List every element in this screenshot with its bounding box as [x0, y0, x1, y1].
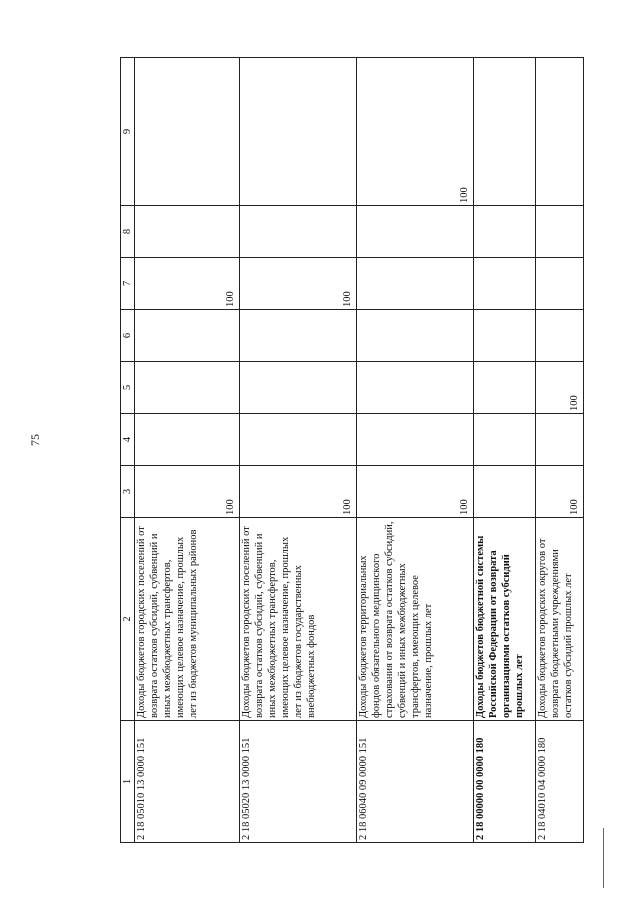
- value-cell-col9: [536, 58, 584, 206]
- budget-code-cell: 2 18 00000 00 0000 180: [474, 721, 536, 843]
- page-number: 75: [28, 434, 42, 446]
- value-cell-col5: [474, 362, 536, 414]
- value-cell-col7: 100: [240, 258, 357, 310]
- value-cell-col6: [240, 310, 357, 362]
- value-cell-col9: 100: [357, 58, 474, 206]
- value-cell-col3: [474, 466, 536, 518]
- value-cell-col5: 100: [536, 362, 584, 414]
- value-cell-col5: [357, 362, 474, 414]
- value-cell-col3: 100: [240, 466, 357, 518]
- description-cell: Доходы бюджетов городских поселений от возврата остатков субсидий, субвенций и иных межбюджетных трансфертов, имеющих целевое назначение, прошлых лет из бюджетов муниципальных районов: [135, 518, 240, 721]
- description-cell: Доходы бюджетов территориальных фондов обязательного медицинского страхования от возврата остатков субсидий, субвенций и иных межбюджетных трансфертов, имеющих целевое назначение, прошлых лет: [357, 518, 474, 721]
- value-cell-col8: [357, 206, 474, 258]
- column-header: 6: [121, 310, 135, 362]
- value-cell-col4: [357, 414, 474, 466]
- column-header: 5: [121, 362, 135, 414]
- description-cell: Доходы бюджетов городских поселений от возврата остатков субсидий, субвенций и иных межбюджетных трансфертов, имеющих целевое назначение, прошлых лет из бюджетов государственных внебюджетных фондов: [240, 518, 357, 721]
- value-cell-col4: [240, 414, 357, 466]
- budget-code-cell: 2 18 04010 04 0000 180: [536, 721, 584, 843]
- budget-code-cell: 2 18 05010 13 0000 151: [135, 721, 240, 843]
- value-cell-col6: [536, 310, 584, 362]
- description-cell: Доходы бюджетов городских округов от возврата бюджетными учреждениями остатков субсидий прошлых лет: [536, 518, 584, 721]
- column-header: 1: [121, 721, 135, 843]
- column-header: 3: [121, 466, 135, 518]
- column-header: 2: [121, 518, 135, 721]
- description-cell: Доходы бюджетов бюджетной системы Российской Федерации от возврата организациями остатков субсидий прошлых лет: [474, 518, 536, 721]
- value-cell-col3: 100: [357, 466, 474, 518]
- table-row: [135, 58, 240, 843]
- value-cell-col6: [135, 310, 240, 362]
- value-cell-col8: [135, 206, 240, 258]
- value-cell-col8: [474, 206, 536, 258]
- value-cell-col4: [536, 414, 584, 466]
- budget-table: [120, 57, 584, 843]
- value-cell-col3: 100: [536, 466, 584, 518]
- table-row: [240, 58, 357, 843]
- value-cell-col5: [240, 362, 357, 414]
- table-row: [357, 58, 474, 843]
- value-cell-col7: 100: [135, 258, 240, 310]
- table-header-row: [121, 58, 135, 843]
- column-header: 8: [121, 206, 135, 258]
- value-cell-col9: [474, 58, 536, 206]
- value-cell-col7: [474, 258, 536, 310]
- value-cell-col4: [474, 414, 536, 466]
- table-row: [536, 58, 584, 843]
- value-cell-col5: [135, 362, 240, 414]
- column-header: 7: [121, 258, 135, 310]
- table-row: [474, 58, 536, 843]
- value-cell-col8: [536, 206, 584, 258]
- value-cell-col8: [240, 206, 357, 258]
- value-cell-col4: [135, 414, 240, 466]
- column-header: 4: [121, 414, 135, 466]
- value-cell-col6: [357, 310, 474, 362]
- value-cell-col9: [240, 58, 357, 206]
- value-cell-col9: [135, 58, 240, 206]
- column-header: 9: [121, 58, 135, 206]
- value-cell-col6: [474, 310, 536, 362]
- budget-table-container: [120, 58, 581, 843]
- value-cell-col3: 100: [135, 466, 240, 518]
- budget-code-cell: 2 18 05020 13 0000 151: [240, 721, 357, 843]
- value-cell-col7: [536, 258, 584, 310]
- budget-code-cell: 2 18 06040 09 0000 151: [357, 721, 474, 843]
- margin-mark: [603, 828, 604, 888]
- value-cell-col7: [357, 258, 474, 310]
